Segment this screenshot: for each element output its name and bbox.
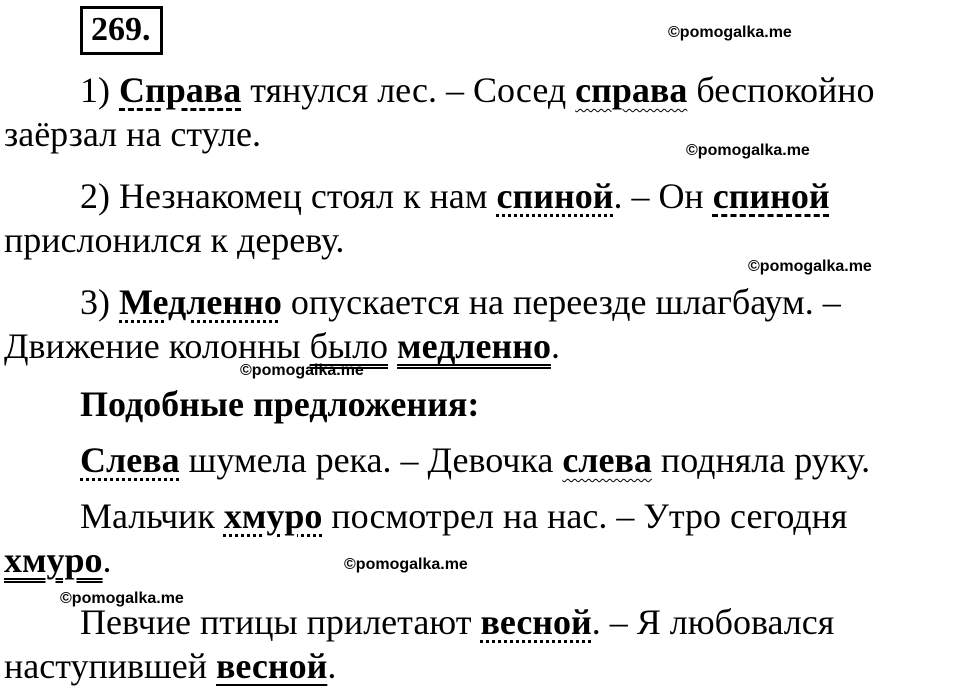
sentence-2: 2) Незнакомец стоял к нам спиной. – Он спиной (80, 176, 830, 216)
adverb: Справа (119, 70, 242, 110)
sentence-1: 1) Справа тянулся лес. – Сосед справа беспокойно (80, 70, 875, 110)
predicate-adverb: хмуро (4, 540, 103, 580)
adverb: Медленно (119, 282, 282, 322)
sentence-1-cont: заёрзал на стуле. (4, 114, 261, 154)
sentence-3-cont: Движение колонны было медленно. (4, 326, 560, 366)
adverb: хмуро (223, 496, 323, 536)
adverb: Слева (80, 440, 180, 480)
attribute-adverb: слева (562, 440, 652, 480)
sentence-2-cont: прислонился к дереву. (4, 220, 345, 260)
attribute-adverb: справа (575, 70, 688, 110)
similar-sentence-2: Мальчик хмуро посмотрел на нас. – Утро сегодня (80, 496, 848, 536)
predicate-verb: было (309, 326, 389, 366)
adverb: спиной (712, 176, 830, 216)
adverbial-noun: спиной (496, 176, 614, 216)
predicate-adverb: медленно (397, 326, 551, 366)
exercise-number: 269. (80, 6, 163, 55)
watermark: ©pomogalka.me (686, 142, 810, 159)
watermark: ©pomogalka.me (668, 24, 792, 41)
similar-sentence-3: Певчие птицы прилетают весной. – Я любовался (80, 602, 835, 642)
watermark: ©pomogalka.me (748, 258, 872, 275)
watermark: ©pomogalka.me (344, 556, 468, 573)
similar-heading: Подобные предложения: (80, 384, 480, 424)
object-noun: весной (215, 646, 328, 686)
adverb: весной (480, 602, 592, 642)
similar-sentence-1: Слева шумела река. – Девочка слева подняла руку. (80, 440, 871, 480)
similar-sentence-3-cont: наступившей весной. (4, 646, 337, 686)
watermark: ©pomogalka.me (240, 362, 364, 379)
similar-sentence-2-cont: хмуро. (4, 540, 112, 580)
watermark: ©pomogalka.me (60, 590, 184, 607)
sentence-3: 3) Медленно опускается на переезде шлагбаум. – (80, 282, 841, 322)
